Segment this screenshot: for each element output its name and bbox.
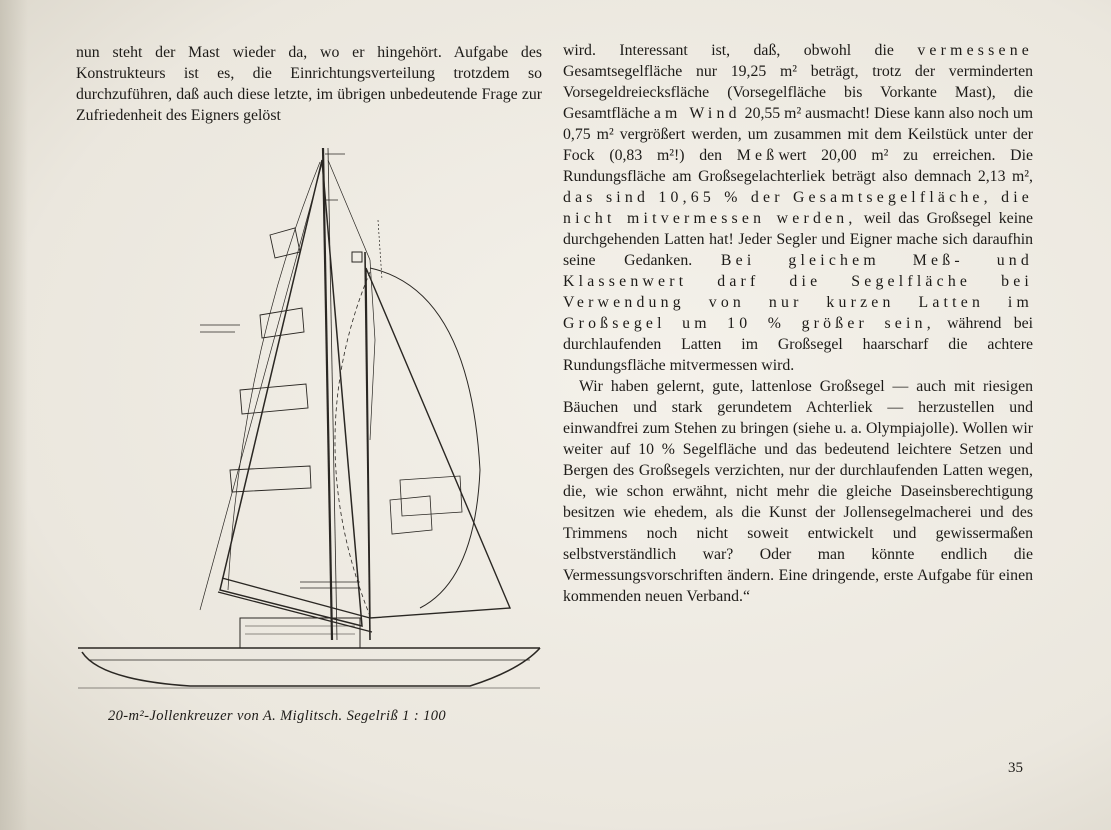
right-paragraph-1: wird. Interessant ist, daß, obwohl die vermessene Gesamtsegelfläche nur 19,25 m² beträgt, trotz der verminderten Vorsegeldreiecksfläche (Vorsegelfläche bis Vorkante Mast), die Gesamtfläche am Wind 20,55 m² ausmacht! Diese kann also noch um 0,75 m² vergrößert werden, um zusammen mit dem Keilstück unter der Fock (0,83 m²!) den Meßwert 20,00 m² zu erreichen. Die Rundungsfläche am Großsegelachterliek beträgt also demnach 2,13 m², das sind 10,65 % der Gesamtsegelfläche, die nicht mitvermessen werden, weil das Großsegel keine durchgehenden Latten hat! Jeder Segler und Eigner mache sich daraufhin seine Gedanken. Bei gleichem Meß- und Klassenwert darf die Segelfläche bei Verwendung von nur kurzen Latten im Großsegel um 10 % größer sein, während bei durchlaufenden Latten im Großsegel haarscharf die achtere Rundungsfläche mitvermessen wird. [563,42,1034,374]
jib [335,268,510,618]
hull [78,618,540,688]
figure-caption: 20-m²-Jollenkreuzer von A. Miglitsch. Segelriß 1 : 100 [108,708,447,724]
page-number: 35 [1008,760,1023,776]
mast [323,148,370,640]
right-paragraph-2: Wir haben gelernt, gute, lattenlose Großsegel — auch mit riesigen Bäuchen und stark gerundetem Achterliek — herzustellen und einwandfrei zum Stehen zu bringen (siehe u. a. Olympiajolle). Wollen wir weiter auf 10 % Segelfläche und das bedeutend leichtere Setzen und Bergen des Großsegels verzichten, nur der durchlaufenden Latten wegen, die, wie schon erwähnt, nicht mehr die gleiche Daseinsberechtigung besitzen wie ehedem, als die Kunst der Jollensegelmacherei und des Trimmens noch nicht soweit entwickelt und gewissermaßen selbstverständlich war? Oder man könnte endlich die Vermessungsvorschriften ändern. Eine dringende, erste Aufgabe für einen kommenden neuen Verband.“ [563,378,1033,605]
sail-plan-drawing [70,140,550,700]
left-column [76,42,542,126]
mainsail [218,160,372,632]
left-paragraph: nun steht der Mast wieder da, wo er hingehört. Aufgabe des Konstrukteurs ist es, die Einrichtungsverteilung trotzdem so durchzuführen, daß auch diese letzte, im übrigen unbedeutende Frage zur Zufriedenheit des Eigners gelöst [76,44,542,124]
right-column [563,40,1033,607]
page-gutter-shadow [0,0,28,830]
